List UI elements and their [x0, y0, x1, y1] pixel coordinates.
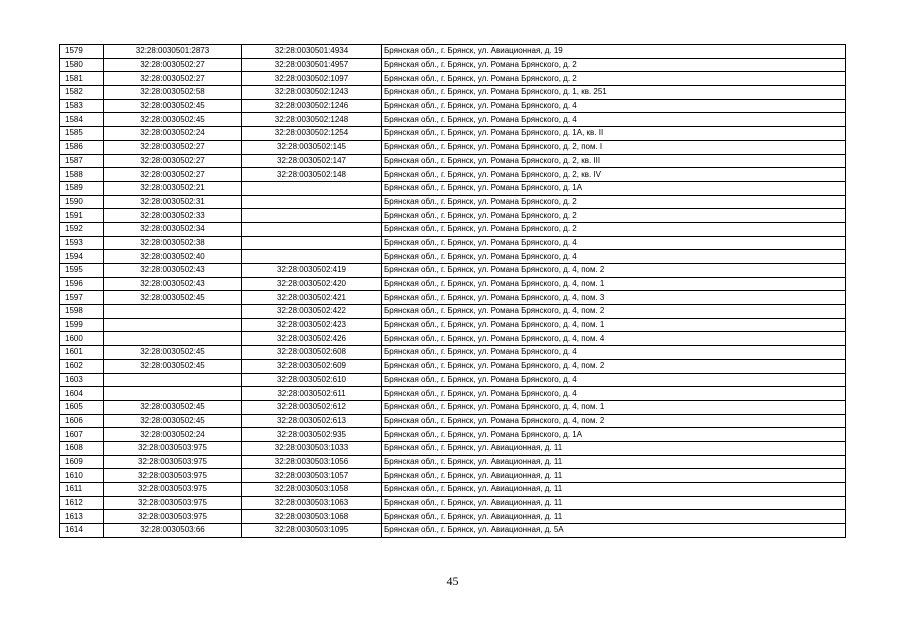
address-cell: Брянская обл., г. Брянск, ул. Романа Брянского, д. 1А	[382, 181, 846, 195]
registry-table	[59, 44, 846, 538]
table-row	[60, 400, 846, 414]
address-cell: Брянская обл., г. Брянск, ул. Романа Брянского, д. 2, кв. IV	[382, 168, 846, 182]
object-cadastral-number-cell: 32:28:0030502:423	[242, 318, 382, 332]
land-cadastral-number-cell: 32:28:0030502:43	[104, 264, 242, 278]
table-row	[60, 99, 846, 113]
land-cadastral-number-cell: 32:28:0030503:975	[104, 455, 242, 469]
object-cadastral-number-cell: 32:28:0030502:608	[242, 346, 382, 360]
row-number-cell: 1582	[60, 86, 104, 100]
table-row	[60, 154, 846, 168]
address-cell: Брянская обл., г. Брянск, ул. Романа Брянского, д. 2	[382, 209, 846, 223]
table-row	[60, 510, 846, 524]
table-row	[60, 455, 846, 469]
row-number-cell: 1601	[60, 346, 104, 360]
land-cadastral-number-cell: 32:28:0030502:38	[104, 236, 242, 250]
table-row	[60, 318, 846, 332]
address-cell: Брянская обл., г. Брянск, ул. Романа Брянского, д. 4, пом. 2	[382, 414, 846, 428]
table-row	[60, 222, 846, 236]
row-number-cell: 1594	[60, 250, 104, 264]
object-cadastral-number-cell: 32:28:0030502:421	[242, 291, 382, 305]
object-cadastral-number-cell: 32:28:0030502:148	[242, 168, 382, 182]
object-cadastral-number-cell: 32:28:0030502:420	[242, 277, 382, 291]
address-cell: Брянская обл., г. Брянск, ул. Авиационная, д. 11	[382, 510, 846, 524]
object-cadastral-number-cell: 32:28:0030502:935	[242, 428, 382, 442]
land-cadastral-number-cell: 32:28:0030502:45	[104, 113, 242, 127]
row-number-cell: 1592	[60, 222, 104, 236]
address-cell: Брянская обл., г. Брянск, ул. Романа Брянского, д. 4, пом. 1	[382, 318, 846, 332]
address-cell: Брянская обл., г. Брянск, ул. Авиационная, д. 19	[382, 45, 846, 59]
row-number-cell: 1597	[60, 291, 104, 305]
table-row	[60, 305, 846, 319]
table-row	[60, 428, 846, 442]
land-cadastral-number-cell: 32:28:0030503:975	[104, 496, 242, 510]
address-cell: Брянская обл., г. Брянск, ул. Романа Брянского, д. 4	[382, 250, 846, 264]
object-cadastral-number-cell: 32:28:0030502:1248	[242, 113, 382, 127]
address-cell: Брянская обл., г. Брянск, ул. Романа Брянского, д. 4, пом. 2	[382, 359, 846, 373]
object-cadastral-number-cell: 32:28:0030502:1246	[242, 99, 382, 113]
land-cadastral-number-cell: 32:28:0030503:975	[104, 441, 242, 455]
object-cadastral-number-cell: 32:28:0030502:610	[242, 373, 382, 387]
address-cell: Брянская обл., г. Брянск, ул. Авиационная, д. 11	[382, 469, 846, 483]
address-cell: Брянская обл., г. Брянск, ул. Романа Брянского, д. 2	[382, 222, 846, 236]
row-number-cell: 1593	[60, 236, 104, 250]
row-number-cell: 1605	[60, 400, 104, 414]
object-cadastral-number-cell	[242, 195, 382, 209]
address-cell: Брянская обл., г. Брянск, ул. Романа Брянского, д. 2, кв. III	[382, 154, 846, 168]
address-cell: Брянская обл., г. Брянск, ул. Романа Брянского, д. 2, пом. I	[382, 140, 846, 154]
row-number-cell: 1608	[60, 441, 104, 455]
table-row	[60, 291, 846, 305]
table-row	[60, 113, 846, 127]
table-row	[60, 45, 846, 59]
object-cadastral-number-cell: 32:28:0030502:1243	[242, 86, 382, 100]
land-cadastral-number-cell: 32:28:0030502:45	[104, 414, 242, 428]
table-row	[60, 236, 846, 250]
row-number-cell: 1611	[60, 483, 104, 497]
address-cell: Брянская обл., г. Брянск, ул. Романа Брянского, д. 2	[382, 58, 846, 72]
address-cell: Брянская обл., г. Брянск, ул. Авиационная, д. 11	[382, 496, 846, 510]
table-row	[60, 346, 846, 360]
land-cadastral-number-cell: 32:28:0030502:45	[104, 400, 242, 414]
address-cell: Брянская обл., г. Брянск, ул. Авиационная, д. 5А	[382, 524, 846, 538]
land-cadastral-number-cell	[104, 387, 242, 401]
object-cadastral-number-cell: 32:28:0030502:426	[242, 332, 382, 346]
address-cell: Брянская обл., г. Брянск, ул. Авиационная, д. 11	[382, 483, 846, 497]
object-cadastral-number-cell: 32:28:0030501:4934	[242, 45, 382, 59]
object-cadastral-number-cell: 32:28:0030502:419	[242, 264, 382, 278]
address-cell: Брянская обл., г. Брянск, ул. Романа Брянского, д. 4, пом. 1	[382, 400, 846, 414]
row-number-cell: 1604	[60, 387, 104, 401]
row-number-cell: 1610	[60, 469, 104, 483]
row-number-cell: 1580	[60, 58, 104, 72]
land-cadastral-number-cell: 32:28:0030502:45	[104, 346, 242, 360]
land-cadastral-number-cell: 32:28:0030502:24	[104, 428, 242, 442]
land-cadastral-number-cell: 32:28:0030502:45	[104, 291, 242, 305]
address-cell: Брянская обл., г. Брянск, ул. Авиационная, д. 11	[382, 441, 846, 455]
registry-table-body	[60, 45, 846, 538]
row-number-cell: 1606	[60, 414, 104, 428]
table-row	[60, 181, 846, 195]
land-cadastral-number-cell: 32:28:0030502:27	[104, 72, 242, 86]
row-number-cell: 1588	[60, 168, 104, 182]
land-cadastral-number-cell: 32:28:0030502:27	[104, 140, 242, 154]
table-row	[60, 72, 846, 86]
row-number-cell: 1587	[60, 154, 104, 168]
land-cadastral-number-cell: 32:28:0030502:27	[104, 154, 242, 168]
land-cadastral-number-cell: 32:28:0030502:27	[104, 58, 242, 72]
object-cadastral-number-cell: 32:28:0030503:1033	[242, 441, 382, 455]
row-number-cell: 1586	[60, 140, 104, 154]
table-row	[60, 168, 846, 182]
address-cell: Брянская обл., г. Брянск, ул. Романа Брянского, д. 4	[382, 113, 846, 127]
land-cadastral-number-cell	[104, 332, 242, 346]
land-cadastral-number-cell: 32:28:0030502:40	[104, 250, 242, 264]
row-number-cell: 1590	[60, 195, 104, 209]
object-cadastral-number-cell: 32:28:0030502:612	[242, 400, 382, 414]
object-cadastral-number-cell: 32:28:0030503:1068	[242, 510, 382, 524]
address-cell: Брянская обл., г. Брянск, ул. Романа Брянского, д. 4	[382, 99, 846, 113]
row-number-cell: 1591	[60, 209, 104, 223]
row-number-cell: 1596	[60, 277, 104, 291]
object-cadastral-number-cell	[242, 250, 382, 264]
table-row	[60, 277, 846, 291]
address-cell: Брянская обл., г. Брянск, ул. Романа Брянского, д. 1А, кв. II	[382, 127, 846, 141]
land-cadastral-number-cell: 32:28:0030502:27	[104, 168, 242, 182]
object-cadastral-number-cell: 32:28:0030503:1057	[242, 469, 382, 483]
land-cadastral-number-cell	[104, 373, 242, 387]
land-cadastral-number-cell: 32:28:0030502:45	[104, 359, 242, 373]
object-cadastral-number-cell: 32:28:0030502:1254	[242, 127, 382, 141]
address-cell: Брянская обл., г. Брянск, ул. Романа Брянского, д. 4	[382, 346, 846, 360]
land-cadastral-number-cell: 32:28:0030501:2873	[104, 45, 242, 59]
land-cadastral-number-cell: 32:28:0030502:33	[104, 209, 242, 223]
table-row	[60, 373, 846, 387]
table-row	[60, 86, 846, 100]
land-cadastral-number-cell	[104, 305, 242, 319]
address-cell: Брянская обл., г. Брянск, ул. Романа Брянского, д. 2	[382, 195, 846, 209]
row-number-cell: 1614	[60, 524, 104, 538]
table-row	[60, 483, 846, 497]
object-cadastral-number-cell: 32:28:0030503:1056	[242, 455, 382, 469]
object-cadastral-number-cell: 32:28:0030502:1097	[242, 72, 382, 86]
table-row	[60, 140, 846, 154]
table-row	[60, 332, 846, 346]
land-cadastral-number-cell: 32:28:0030503:66	[104, 524, 242, 538]
row-number-cell: 1598	[60, 305, 104, 319]
object-cadastral-number-cell: 32:28:0030502:611	[242, 387, 382, 401]
address-cell: Брянская обл., г. Брянск, ул. Романа Брянского, д. 4, пом. 2	[382, 305, 846, 319]
row-number-cell: 1584	[60, 113, 104, 127]
address-cell: Брянская обл., г. Брянск, ул. Романа Брянского, д. 4	[382, 373, 846, 387]
table-row	[60, 359, 846, 373]
row-number-cell: 1599	[60, 318, 104, 332]
table-row	[60, 209, 846, 223]
page-number: 45	[446, 574, 459, 588]
row-number-cell: 1609	[60, 455, 104, 469]
table-row	[60, 441, 846, 455]
land-cadastral-number-cell: 32:28:0030502:45	[104, 99, 242, 113]
object-cadastral-number-cell: 32:28:0030503:1095	[242, 524, 382, 538]
object-cadastral-number-cell: 32:28:0030502:422	[242, 305, 382, 319]
land-cadastral-number-cell: 32:28:0030502:34	[104, 222, 242, 236]
object-cadastral-number-cell	[242, 181, 382, 195]
row-number-cell: 1602	[60, 359, 104, 373]
row-number-cell: 1585	[60, 127, 104, 141]
row-number-cell: 1579	[60, 45, 104, 59]
land-cadastral-number-cell	[104, 318, 242, 332]
land-cadastral-number-cell: 32:28:0030502:43	[104, 277, 242, 291]
table-row	[60, 250, 846, 264]
row-number-cell: 1607	[60, 428, 104, 442]
row-number-cell: 1595	[60, 264, 104, 278]
row-number-cell: 1603	[60, 373, 104, 387]
table-row	[60, 195, 846, 209]
table-row	[60, 127, 846, 141]
row-number-cell: 1600	[60, 332, 104, 346]
row-number-cell: 1613	[60, 510, 104, 524]
address-cell: Брянская обл., г. Брянск, ул. Романа Брянского, д. 2	[382, 72, 846, 86]
address-cell: Брянская обл., г. Брянск, ул. Романа Брянского, д. 4, пом. 2	[382, 264, 846, 278]
table-row	[60, 414, 846, 428]
address-cell: Брянская обл., г. Брянск, ул. Романа Брянского, д. 4	[382, 387, 846, 401]
object-cadastral-number-cell: 32:28:0030502:147	[242, 154, 382, 168]
address-cell: Брянская обл., г. Брянск, ул. Романа Брянского, д. 4, пом. 3	[382, 291, 846, 305]
table-row	[60, 524, 846, 538]
address-cell: Брянская обл., г. Брянск, ул. Романа Брянского, д. 1, кв. 251	[382, 86, 846, 100]
land-cadastral-number-cell: 32:28:0030503:975	[104, 483, 242, 497]
object-cadastral-number-cell: 32:28:0030503:1063	[242, 496, 382, 510]
table-row	[60, 469, 846, 483]
table-row	[60, 496, 846, 510]
object-cadastral-number-cell: 32:28:0030502:613	[242, 414, 382, 428]
land-cadastral-number-cell: 32:28:0030502:58	[104, 86, 242, 100]
row-number-cell: 1589	[60, 181, 104, 195]
table-row	[60, 387, 846, 401]
land-cadastral-number-cell: 32:28:0030502:21	[104, 181, 242, 195]
table-row	[60, 58, 846, 72]
row-number-cell: 1612	[60, 496, 104, 510]
table-row	[60, 264, 846, 278]
address-cell: Брянская обл., г. Брянск, ул. Авиационная, д. 11	[382, 455, 846, 469]
land-cadastral-number-cell: 32:28:0030502:24	[104, 127, 242, 141]
row-number-cell: 1583	[60, 99, 104, 113]
address-cell: Брянская обл., г. Брянск, ул. Романа Брянского, д. 4, пом. 1	[382, 277, 846, 291]
object-cadastral-number-cell: 32:28:0030501:4957	[242, 58, 382, 72]
object-cadastral-number-cell: 32:28:0030503:1058	[242, 483, 382, 497]
land-cadastral-number-cell: 32:28:0030503:975	[104, 510, 242, 524]
land-cadastral-number-cell: 32:28:0030502:31	[104, 195, 242, 209]
object-cadastral-number-cell	[242, 209, 382, 223]
land-cadastral-number-cell: 32:28:0030503:975	[104, 469, 242, 483]
address-cell: Брянская обл., г. Брянск, ул. Романа Брянского, д. 4	[382, 236, 846, 250]
object-cadastral-number-cell	[242, 236, 382, 250]
object-cadastral-number-cell: 32:28:0030502:145	[242, 140, 382, 154]
object-cadastral-number-cell: 32:28:0030502:609	[242, 359, 382, 373]
object-cadastral-number-cell	[242, 222, 382, 236]
address-cell: Брянская обл., г. Брянск, ул. Романа Брянского, д. 4, пом. 4	[382, 332, 846, 346]
row-number-cell: 1581	[60, 72, 104, 86]
address-cell: Брянская обл., г. Брянск, ул. Романа Брянского, д. 1А	[382, 428, 846, 442]
